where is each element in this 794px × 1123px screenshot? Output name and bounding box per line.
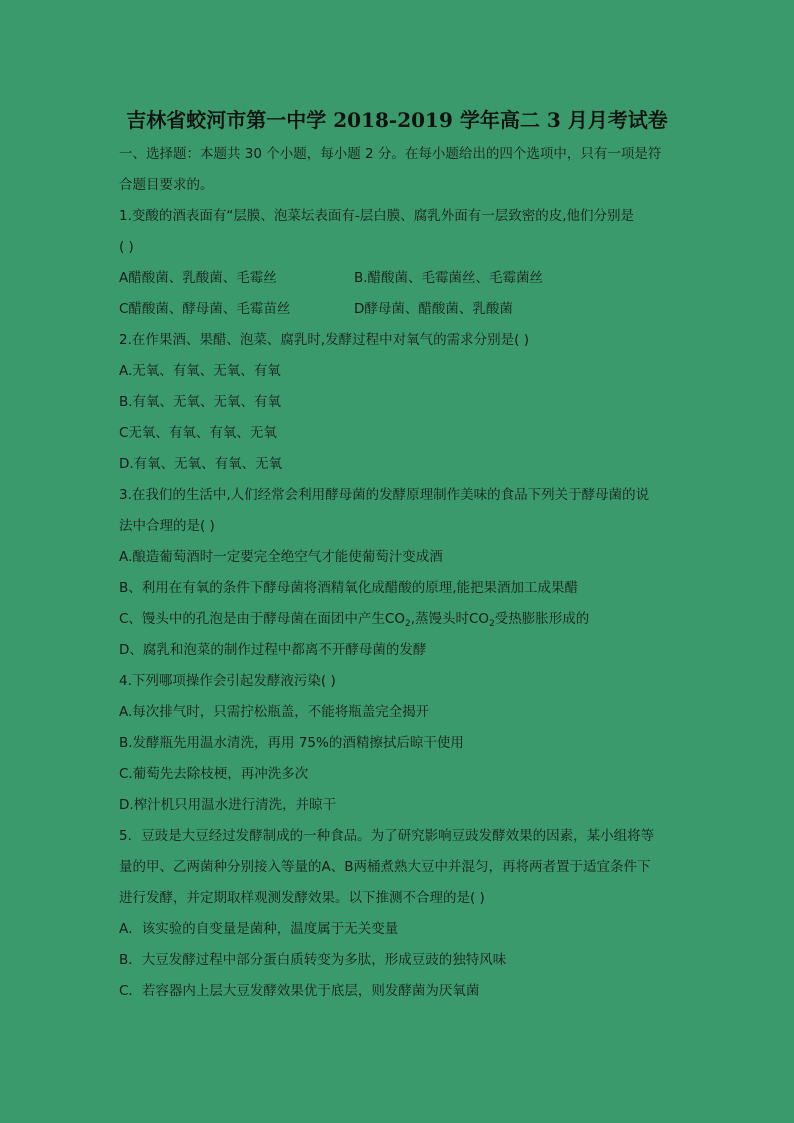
q2-option-a: A.无氧、有氧、无氧、有氧	[119, 363, 281, 379]
q4-option-c: C.葡萄先去除枝梗，再冲洗多次	[119, 766, 309, 782]
question-body	[119, 143, 679, 1011]
q1-option-a: A醋酸菌、乳酸菌、毛霉丝	[119, 270, 277, 286]
q1-option-b: B.醋酸菌、毛霉菌丝、毛霉菌丝	[354, 270, 544, 286]
q5-option-c: C．若容器内上层大豆发酵效果优于底层，则发酵菌为厌氧菌	[119, 983, 480, 999]
q5-stem-line2: 量的甲、乙两菌种分别接入等量的A、B两桶煮熟大豆中并混匀，再将两者置于适宜条件下	[119, 859, 651, 875]
q5-stem-line3: 进行发酵，并定期取样观测发酵效果。以下推测不合理的是( )	[119, 890, 485, 906]
q5-option-a: A．该实验的自变量是菌种，温度属于无关变量	[119, 921, 399, 937]
q4-option-a: A.每次排气时，只需拧松瓶盖，不能将瓶盖完全揭开	[119, 704, 430, 720]
q5-option-b: B．大豆发酵过程中部分蛋白质转变为多肽，形成豆豉的独特风味	[119, 952, 507, 968]
q3-option-c-sub2: 2	[489, 619, 495, 629]
q3-stem-line2: 法中合理的是( )	[119, 518, 215, 534]
q1-option-d: D酵母菌、醋酸菌、乳酸菌	[354, 301, 513, 317]
q4-option-d: D.榨汁机只用温水进行清洗，并晾干	[119, 797, 337, 813]
page-title: 吉林省蛟河市第一中学 2018-2019 学年高二 3 月月考试卷	[126, 108, 668, 132]
q3-option-d: D、腐乳和泡菜的制作过程中都离不开酵母菌的发酵	[119, 642, 427, 658]
q1-option-c: C醋酸菌、酵母菌、毛霉苗丝	[119, 301, 291, 317]
section-heading-line1: 一、选择题：本题共 30 个小题，每小题 2 分。在每小题给出的四个选项中，只有一项是符	[119, 146, 662, 162]
q1-stem-line1: 1.变酸的酒表面有“层膜、泡菜坛表面有-层白膜、腐乳外面有一层致密的皮,他们分别是	[119, 208, 635, 224]
section-heading-line2: 合题目要求的。	[119, 177, 214, 193]
q3-option-c-part1: C、馒头中的孔泡是由于酵母菌在面团中产生CO	[119, 611, 405, 627]
q5-stem-line1: 5．豆豉是大豆经过发酵制成的一种食品。为了研究影响豆豉发酵效果的因素，某小组将等	[119, 828, 655, 844]
q1-stem-line2: ( )	[119, 239, 134, 255]
q3-stem-line1: 3.在我们的生活中,人们经常会利用酵母菌的发酵原理制作美味的食品下列关于酵母菌的说	[119, 487, 650, 503]
q3-option-c-part2: ,蒸馒头时CO	[410, 611, 490, 627]
q4-stem: 4.下列哪项操作会引起发酵液污染( )	[119, 673, 336, 689]
q2-stem: 2.在作果酒、果醋、泡菜、腐乳时,发酵过程中对氧气的需求分别是( )	[119, 332, 529, 348]
q2-option-b: B.有氧、无氧、无氧、有氧	[119, 394, 282, 410]
q1-options-row2	[119, 298, 679, 329]
q3-option-c-sub1: 2	[404, 619, 411, 629]
q3-option-a: A.酿造葡萄酒时一定要完全绝空气才能使葡萄汁变成酒	[119, 549, 443, 565]
q2-option-d: D.有氧、无氧、有氧、无氧	[119, 456, 283, 472]
q1-options-row1	[119, 267, 679, 298]
q4-option-b: B.发酵瓶先用温水清洗，再用 75%的酒精擦拭后晾干使用	[119, 735, 464, 751]
q2-option-c: C无氧、有氧、有氧、无氧	[119, 425, 277, 441]
q3-option-c-part3: 受热膨胀形成的	[494, 611, 590, 627]
q3-option-b: B、利用在有氧的条件下酵母菌将酒精氧化成醋酸的原理,能把果酒加工成果醋	[119, 580, 579, 596]
q3-option-c	[119, 608, 679, 639]
